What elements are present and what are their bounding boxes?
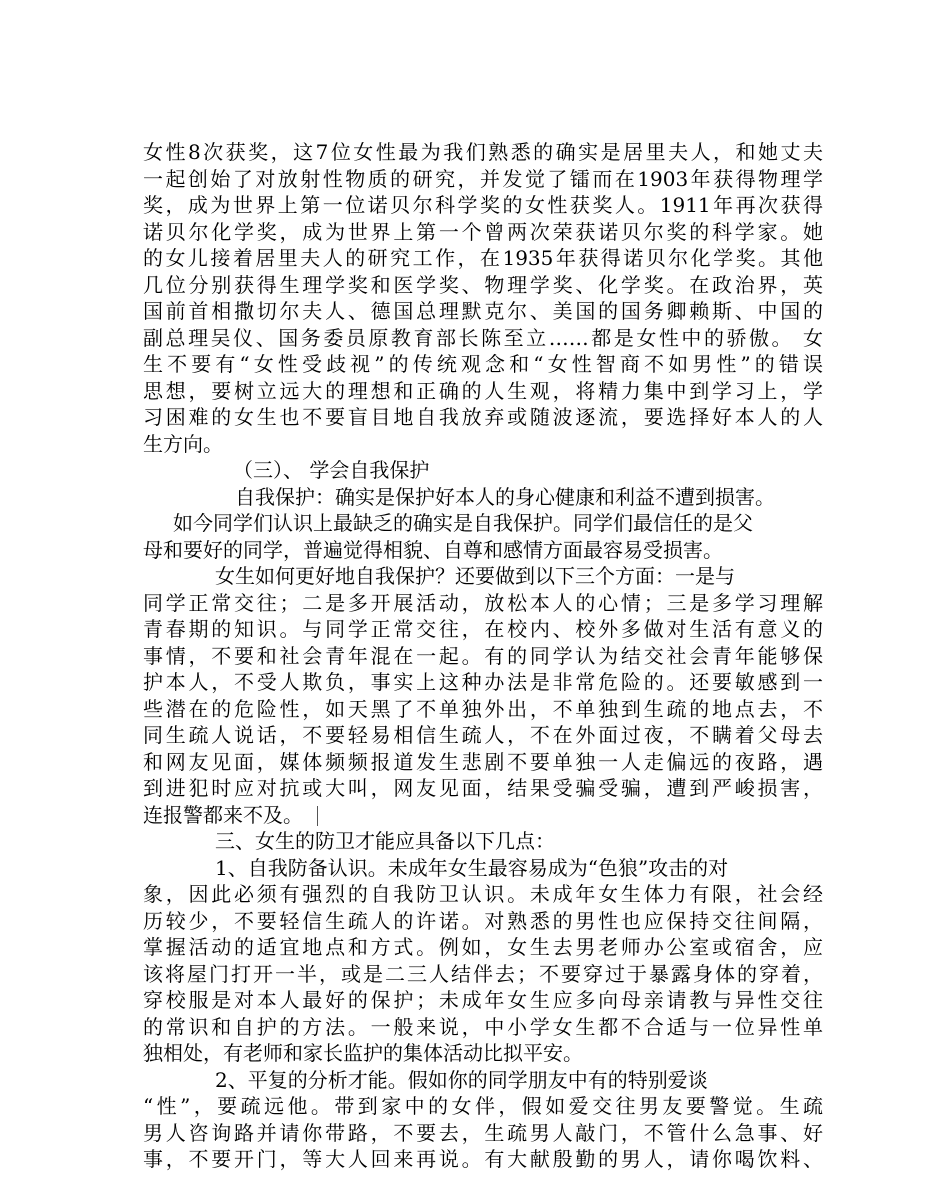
text-line: 生方向。: [143, 431, 223, 456]
text-line: 同生疏人说话，不要轻易相信生疏人，不在外面过夜，不瞒着父母去: [143, 723, 823, 747]
text-line: 象，因此必须有强烈的自我防卫认识。未成年女生体力有限，社会经: [143, 882, 823, 906]
text-line: 连报警都来不及。: [143, 802, 303, 827]
section-heading: （三）、 学会自我保护: [233, 458, 430, 482]
text-line: 掌握活动的适宜地点和方式。例如，女生去男老师办公室或宿舍，应: [143, 935, 823, 959]
text-line: 事情，不要和社会青年混在一起。有的同学认为结交社会青年能够保: [143, 643, 823, 668]
text-line: 该将屋门打开一半，或是二三人结伴去；不要穿过于暴露身体的穿着，: [143, 961, 823, 986]
text-line-with-cursor: [143, 802, 823, 829]
text-line: 副总理吴仪、国务委员原教育部长陈至立……都是女性中的骄傲。 女: [143, 325, 823, 350]
text-line: 男人咨询路并请你带路，不要去，生疏男人敲门，不管什么急事、好: [143, 1120, 823, 1145]
text-line: 几位分别获得生理学奖和医学奖、物理学奖、化学奖。在政治界，英: [143, 272, 823, 297]
text-cursor: [317, 806, 318, 826]
text-line: 独相处，有老师和家长监护的集体活动比拟平安。: [143, 1041, 583, 1065]
text-line: 女性8次获奖，这7位女性最为我们熟悉的确实是居里夫人，和她丈夫: [143, 140, 823, 164]
text-line: 青春期的知识。与同学正常交往，在校内、校外多做对生活有意义的: [143, 617, 823, 641]
text-line: 同学正常交往；二是多开展活动，放松本人的心情；三是多学习理解: [143, 590, 823, 615]
text-line: 一起创始了对放射性物质的研究，并发觉了镭而在1903年获得物理学: [143, 166, 823, 191]
text-line: 母和要好的同学，普遍觉得相貌、自尊和感情方面最容易受损害。: [143, 537, 723, 562]
text-line: 国前首相撒切尔夫人、德国总理默克尔、美国的国务卿赖斯、中国的: [143, 299, 823, 323]
text-line: 事，不要开门，等大人回来再说。有大献殷勤的男人，请你喝饮料、: [143, 1147, 823, 1171]
text-line: 的女儿接着居里夫人的研究工作，在1935年获得诺贝尔化学奖。其他: [143, 246, 823, 270]
text-line: 到进犯时应对抗或大叫，网友见面，结果受骗受骗，遭到严峻损害，: [143, 776, 823, 800]
text-line: 生不要有“女性受歧视”的传统观念和“女性智商不如男性”的错误: [143, 352, 823, 376]
text-line: 如今同学们认识上最缺乏的确实是自我保护。同学们最信任的是父: [173, 511, 753, 535]
text-line: 1、自我防备认识。未成年女生最容易成为“色狼”攻击的对: [215, 855, 729, 880]
text-line: 自我保护：确实是保护好本人的身心健康和利益不遭到损害。: [235, 484, 775, 509]
text-line: 奖，成为世界上第一位诺贝尔科学奖的女性获奖人。1911年再次获得: [143, 193, 823, 217]
text-line: 历较少，不要轻信生疏人的许诺。对熟悉的男性也应保持交往间隔，: [143, 908, 823, 933]
text-line: 女生如何更好地自我保护？还要做到以下三个方面：一是与: [215, 564, 735, 588]
text-line: 诺贝尔化学奖，成为世界上第一个曾两次荣获诺贝尔奖的科学家。她: [143, 219, 823, 244]
text-line: 的常识和自护的方法。一般来说，中小学女生都不合适与一位异性单: [143, 1014, 823, 1039]
text-line: 2、平复的分析才能。假如你的同学朋友中有的特别爱谈: [215, 1067, 708, 1092]
section-heading: 三、女生的防卫才能应具备以下几点：: [215, 829, 555, 853]
text-line: 穿校服是对本人最好的保护；未成年女生应多向母亲请教与异性交往: [143, 988, 823, 1012]
text-line: 思想，要树立远大的理想和正确的人生观，将精力集中到学习上，学: [143, 378, 823, 403]
text-line: 习困难的女生也不要盲目地自我放弃或随波逐流，要选择好本人的人: [143, 405, 823, 429]
document-body: [143, 139, 823, 1173]
text-line: “性”，要疏远他。带到家中的女伴，假如爱交往男友要警觉。生疏: [143, 1094, 823, 1118]
text-line: 和网友见面，媒体频频报道发生悲剧不要单独一人走偏远的夜路，遇: [143, 749, 823, 774]
text-line: 些潜在的危险性，如天黑了不单独外出，不单独到生疏的地点去，不: [143, 696, 823, 721]
text-line: 护本人，不受人欺负，事实上这种办法是非常危险的。还要敏感到一: [143, 670, 823, 694]
